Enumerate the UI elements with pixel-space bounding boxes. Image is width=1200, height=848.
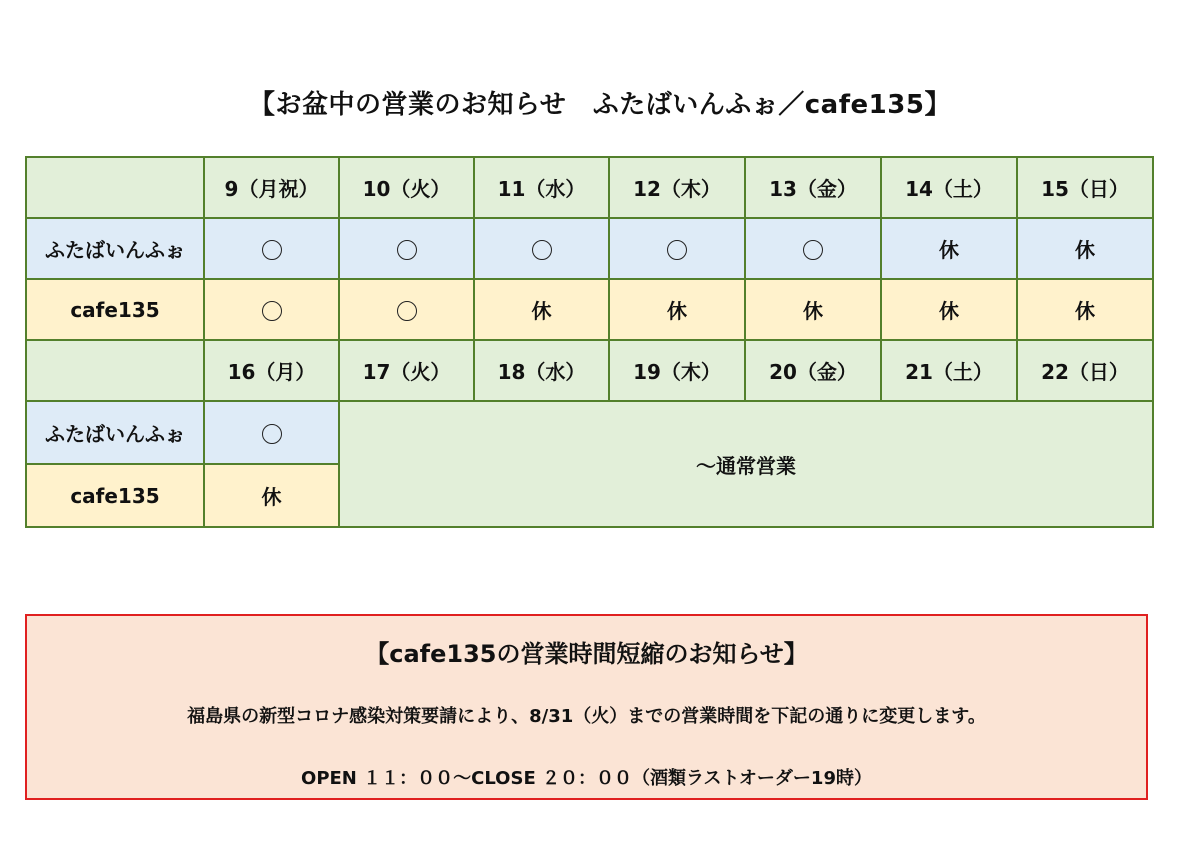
open-circle-icon xyxy=(532,240,552,260)
week2-header-row xyxy=(26,340,1153,401)
day-header: 10（火） xyxy=(339,157,474,218)
open-circle-icon xyxy=(262,424,282,444)
corner-cell xyxy=(26,157,204,218)
status-cell xyxy=(339,279,474,340)
status-cell: 休 xyxy=(1017,279,1153,340)
status-cell: 休 xyxy=(609,279,745,340)
open-circle-icon xyxy=(262,301,282,321)
day-header: 17（火） xyxy=(339,340,474,401)
day-header: 12（木） xyxy=(609,157,745,218)
week1-futaba-row xyxy=(26,218,1153,279)
open-circle-icon xyxy=(397,240,417,260)
week1-header-row xyxy=(26,157,1153,218)
status-cell xyxy=(204,218,339,279)
day-header: 16（月） xyxy=(204,340,339,401)
page-title: 【お盆中の営業のお知らせ ふたばいんふぉ／cafe135】 xyxy=(249,90,951,120)
day-header: 11（水） xyxy=(474,157,609,218)
status-cell xyxy=(474,218,609,279)
status-cell xyxy=(339,218,474,279)
day-header: 9（月祝） xyxy=(204,157,339,218)
open-circle-icon xyxy=(397,301,417,321)
row-label-cafe: cafe135 xyxy=(26,464,204,527)
day-header: 18（水） xyxy=(474,340,609,401)
status-cell xyxy=(609,218,745,279)
hours-notice-box xyxy=(25,614,1148,800)
schedule-table xyxy=(25,156,1154,528)
row-label-cafe: cafe135 xyxy=(26,279,204,340)
day-header: 19（木） xyxy=(609,340,745,401)
week2-futaba-row xyxy=(26,401,1153,464)
status-cell xyxy=(745,218,881,279)
open-circle-icon xyxy=(262,240,282,260)
status-cell: 休 xyxy=(474,279,609,340)
day-header: 21（土） xyxy=(881,340,1017,401)
row-label-futaba: ふたばいんふぉ xyxy=(26,218,204,279)
regular-hours-note: ～通常営業 xyxy=(339,401,1153,527)
row-label-futaba: ふたばいんふぉ xyxy=(26,401,204,464)
status-cell: 休 xyxy=(1017,218,1153,279)
status-cell xyxy=(204,279,339,340)
open-circle-icon xyxy=(803,240,823,260)
notice-hours: OPEN １１：００～CLOSE ２０：００（酒類ラストオーダー19時） xyxy=(301,768,872,789)
day-header: 22（日） xyxy=(1017,340,1153,401)
status-cell: 休 xyxy=(881,279,1017,340)
notice-title: 【cafe135の営業時間短縮のお知らせ】 xyxy=(365,640,808,668)
day-header: 14（土） xyxy=(881,157,1017,218)
status-cell: 休 xyxy=(745,279,881,340)
status-cell: 休 xyxy=(881,218,1017,279)
day-header: 15（日） xyxy=(1017,157,1153,218)
week1-cafe-row xyxy=(26,279,1153,340)
corner-cell xyxy=(26,340,204,401)
day-header: 13（金） xyxy=(745,157,881,218)
day-header: 20（金） xyxy=(745,340,881,401)
status-cell: 休 xyxy=(204,464,339,527)
status-cell xyxy=(204,401,339,464)
notice-message: 福島県の新型コロナ感染対策要請により、8/31（火）までの営業時間を下記の通りに変更します。 xyxy=(187,706,986,727)
open-circle-icon xyxy=(667,240,687,260)
